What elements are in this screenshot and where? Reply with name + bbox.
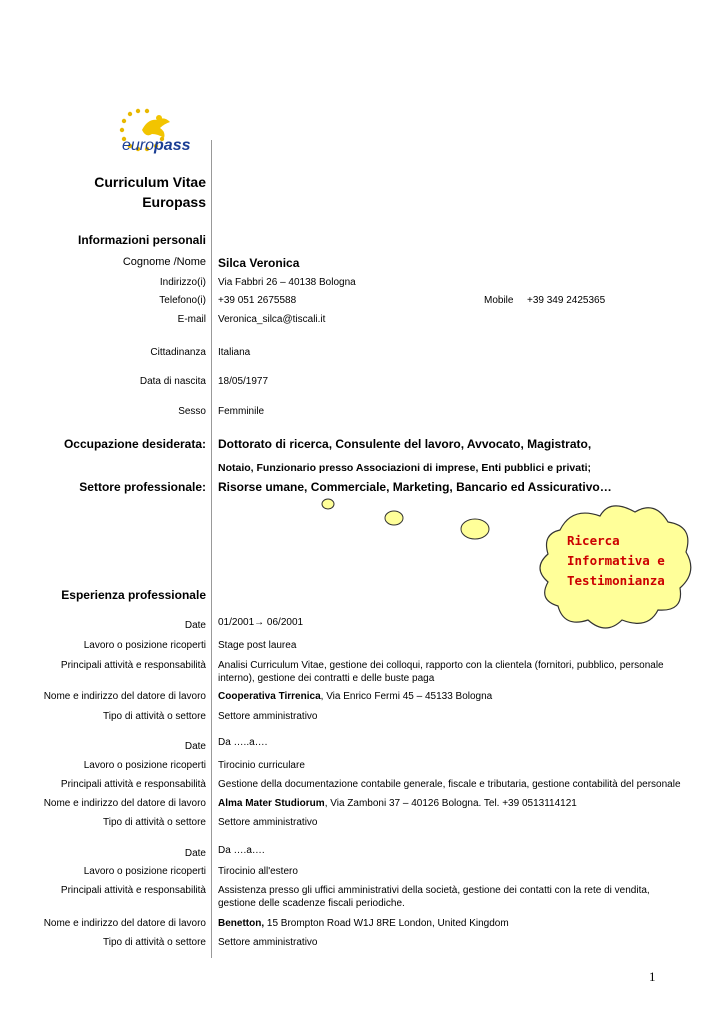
exp3-date-label: Date [184,848,206,859]
desired-occupation-line1: Dottorato di ricerca, Consulente del lavoro, Avvocato, Magistrato, [218,437,592,451]
exp1-employer-address: , Via Enrico Fermi 45 – 45133 Bologna [320,691,493,702]
exp1-employer-name: Cooperativa Tirrenica [218,691,321,702]
exp1-employer-label: Nome e indirizzo del datore di lavoro [43,691,206,702]
name-label: Cognome /Nome [122,256,206,268]
phone-label: Telefono(i) [159,295,206,306]
exp1-date-value: 01/2001→ 06/2001 [218,617,304,628]
wordmark-pass: pass [154,137,191,154]
exp1-activities-label: Principali attività e responsabilità [60,660,206,671]
exp3-employer-label: Nome e indirizzo del datore di lavoro [43,918,206,929]
exp3-type-value: Settore amministrativo [218,937,318,948]
cloud-bubble-small [322,499,334,509]
exp3-position-value: Tirocinio all'estero [218,866,298,877]
exp2-activities-line1: Gestione della documentazione contabile generale, fiscale e tributaria, gestione contabilità del personale [218,779,681,790]
exp1-activities-line1: Analisi Curriculum Vitae, gestione dei colloqui, rapporto con la clientela (fornitori, pubblico, personale [218,660,664,671]
cloud-bubble-medium [385,511,403,525]
exp3-position-label: Lavoro o posizione ricoperti [83,866,206,877]
address-label: Indirizzo(i) [159,277,206,288]
exp2-type-value: Settore amministrativo [218,817,318,828]
sector-value: Risorse umane, Commerciale, Marketing, Bancario ed Assicurativo… [218,480,612,494]
exp1-date-label: Date [184,620,206,631]
exp2-date-label: Date [184,741,206,752]
exp1-position-value: Stage post laurea [218,640,297,651]
exp2-date-value: Da …..a…. [218,737,268,748]
exp3-date-value: Da ….a…. [218,845,265,856]
exp2-position-label: Lavoro o posizione ricoperti [83,760,206,771]
exp2-employer-address: , Via Zamboni 37 – 40126 Bologna. Tel. +39 0513114121 [324,798,577,809]
desired-occupation-label: Occupazione desiderata: [63,437,206,451]
citizenship-value: Italiana [218,347,251,358]
europass-wordmark [122,136,191,156]
cloud-line-3: Testimonianza [567,573,665,588]
section-personal-info: Informazioni personali [77,233,206,247]
email-value: Veronica_silca@tiscali.it [218,314,326,325]
sex-value: Femminile [218,406,265,417]
address-value: Via Fabbri 26 – 40138 Bologna [218,277,356,288]
email-label: E-mail [177,314,206,325]
exp3-type-label: Tipo di attività o settore [102,937,206,948]
birth-date-label: Data di nascita [139,376,206,387]
exp3-activities-label: Principali attività e responsabilità [60,885,206,896]
exp2-employer-name: Alma Mater Studiorum [218,798,325,809]
exp2-position-value: Tirocinio curriculare [218,760,305,771]
cloud-line-2: Informativa e [567,553,665,568]
exp2-type-label: Tipo di attività o settore [102,817,206,828]
exp3-employer-value [218,918,509,929]
desired-occupation-line2: Notaio, Funzionario presso Associazioni di imprese, Enti pubblici e privati; [218,462,592,474]
exp1-position-label: Lavoro o posizione ricoperti [83,640,206,651]
exp2-employer-label: Nome e indirizzo del datore di lavoro [43,798,206,809]
cv-title-line1: Curriculum Vitae [94,174,206,190]
exp3-employer-name: Benetton, [218,918,265,929]
sector-label: Settore professionale: [79,480,206,494]
cloud-bubble-large [461,519,489,539]
page-number: 1 [649,969,656,984]
sex-label: Sesso [178,406,206,417]
cloud-text [567,531,665,591]
phone-value: +39 051 2675588 [218,295,297,306]
exp1-activities-line2: interno), gestione dei contratti e delle buste paga [218,673,435,684]
column-divider [211,140,212,958]
birth-date-value: 18/05/1977 [218,376,269,387]
exp1-type-label: Tipo di attività o settore [102,711,206,722]
name-value: Silca Veronica [218,256,300,270]
section-experience: Esperienza professionale [61,588,206,602]
exp3-activities-line1: Assistenza presso gli uffici amministrativi della società, gestione dei contatti con la rete di vendita, [218,885,650,896]
citizenship-label: Cittadinanza [150,347,206,358]
exp1-type-value: Settore amministrativo [218,711,318,722]
cv-title [94,172,206,212]
cloud-line-1: Ricerca [567,533,620,548]
cv-title-line2: Europass [142,194,206,210]
mobile-label: Mobile [484,295,514,306]
wordmark-euro: euro [122,137,155,154]
mobile-value: +39 349 2425365 [527,295,606,306]
exp1-employer-value [218,691,492,702]
exp3-employer-address: 15 Brompton Road W1J 8RE London, United Kingdom [264,918,509,929]
exp2-activities-label: Principali attività e responsabilità [60,779,206,790]
exp3-activities-line2: gestione delle scadenze fiscali periodiche. [218,898,405,909]
exp2-employer-value [218,798,577,809]
